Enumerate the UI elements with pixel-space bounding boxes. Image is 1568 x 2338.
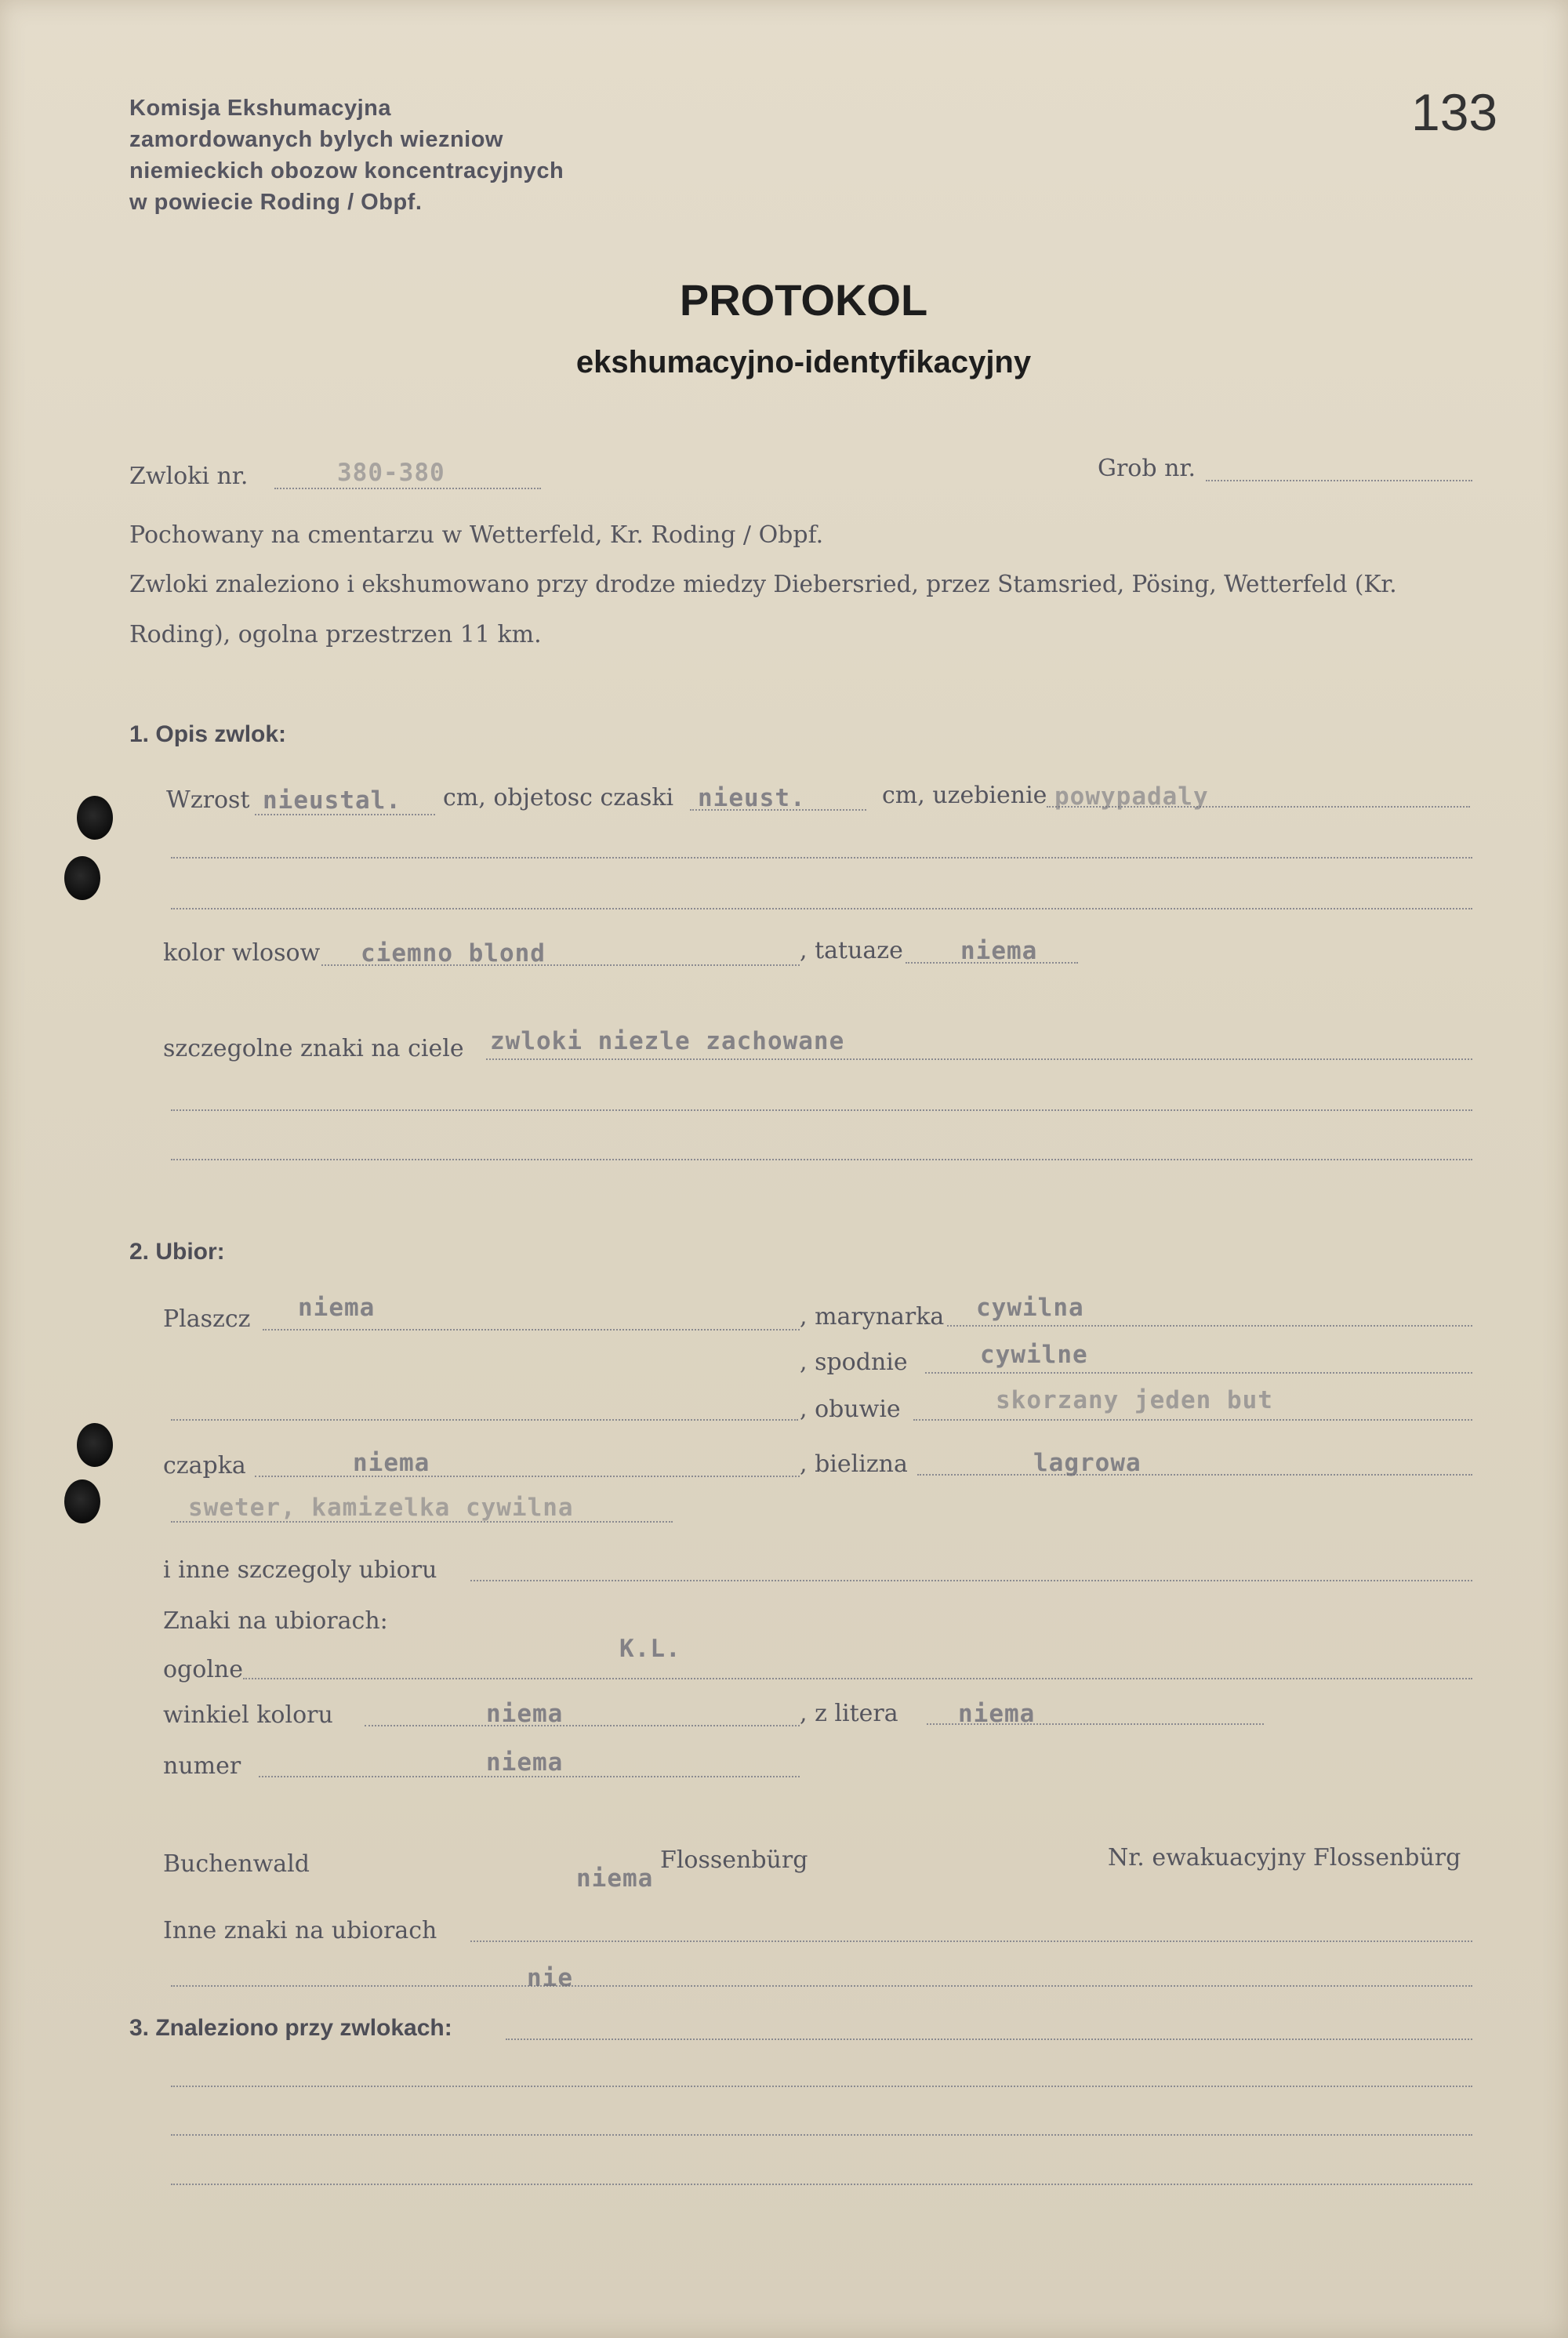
litera-value: niema bbox=[958, 1700, 1036, 1728]
wzrost-value: nieustal. bbox=[263, 786, 401, 815]
plaszcz-value: niema bbox=[298, 1294, 376, 1322]
section-heading: 2. Ubior: bbox=[129, 1239, 225, 1265]
znaki-label: szczegolne znaki na ciele bbox=[163, 1035, 464, 1062]
page-number: 133 bbox=[1411, 83, 1498, 141]
ewak-label: Nr. ewakuacyjny Flossenbürg bbox=[1108, 1844, 1461, 1871]
obuwie-value: skorzany jeden but bbox=[996, 1386, 1273, 1414]
section-heading: 1. Opis zwlok: bbox=[129, 721, 287, 747]
czaszka-value: nieust. bbox=[698, 784, 806, 812]
dotted-line bbox=[917, 1474, 1472, 1476]
kolor-label: kolor wlosow bbox=[163, 939, 321, 967]
dotted-line bbox=[171, 857, 1472, 859]
uzebienie-value: powypadaly bbox=[1054, 782, 1209, 811]
znaki-value: zwloki niezle zachowane bbox=[490, 1027, 845, 1055]
header-line: zamordowanych bylych wiezniow bbox=[129, 127, 503, 152]
cemetery-line: Pochowany na cmentarzu w Wetterfeld, Kr. Roding / Obpf. bbox=[129, 521, 824, 549]
zwloki-value: 380-380 bbox=[337, 459, 445, 487]
camp-value: niema bbox=[576, 1864, 654, 1893]
dotted-line bbox=[171, 2184, 1472, 2185]
dotted-line bbox=[486, 1058, 1472, 1060]
tatuaze-label: , tatuaze bbox=[800, 937, 903, 964]
flossenburg-label: Flossenbürg bbox=[660, 1846, 808, 1874]
header-line: niemieckich obozow koncentracyjnych bbox=[129, 158, 564, 183]
plaszcz-label: Plaszcz bbox=[163, 1305, 251, 1333]
dotted-line bbox=[171, 908, 1472, 909]
znaki-ubior-label: Znaki na ubiorach: bbox=[163, 1607, 388, 1635]
uzebienie-label: cm, uzebienie bbox=[882, 782, 1047, 809]
inne-znaki-label: Inne znaki na ubiorach bbox=[163, 1917, 437, 1944]
dotted-line bbox=[470, 1580, 1472, 1581]
dotted-line bbox=[947, 1325, 1472, 1327]
dotted-line bbox=[365, 1725, 800, 1726]
section-heading: 3. Znaleziono przy zwlokach: bbox=[129, 2015, 452, 2041]
dotted-line bbox=[1206, 480, 1472, 481]
winkiel-label: winkiel koloru bbox=[163, 1701, 333, 1729]
inne-znaki-value: nie bbox=[527, 1964, 573, 1992]
litera-label: , z litera bbox=[800, 1700, 898, 1727]
buchenwald-label: Buchenwald bbox=[163, 1850, 310, 1878]
winkiel-value: niema bbox=[486, 1700, 564, 1728]
dotted-line bbox=[255, 1476, 800, 1477]
punch-hole bbox=[64, 856, 100, 900]
commission-header bbox=[129, 93, 564, 218]
ogolne-label: ogolne bbox=[163, 1656, 243, 1683]
marynarka-value: cywilna bbox=[976, 1294, 1084, 1322]
zwloki-label: Zwloki nr. bbox=[129, 463, 249, 490]
dotted-line bbox=[171, 2134, 1472, 2136]
dotted-line bbox=[263, 1329, 800, 1331]
bielizna-value: lagrowa bbox=[1033, 1449, 1142, 1477]
punch-hole bbox=[77, 1423, 113, 1467]
dotted-line bbox=[925, 1372, 1472, 1374]
grob-label: Grob nr. bbox=[1098, 455, 1196, 482]
obuwie-label: , obuwie bbox=[800, 1396, 901, 1423]
page-title: PROTOKOL bbox=[679, 275, 928, 325]
dotted-line bbox=[171, 1159, 1472, 1160]
spodnie-value: cywilne bbox=[980, 1341, 1088, 1369]
sweter-value: sweter, kamizelka cywilna bbox=[188, 1494, 574, 1522]
bielizna-label: , bielizna bbox=[800, 1450, 908, 1478]
header-line: w powiecie Roding / Obpf. bbox=[129, 190, 423, 215]
dotted-line bbox=[171, 2086, 1472, 2087]
tatuaze-value: niema bbox=[960, 937, 1038, 965]
location-line: Zwloki znaleziono i ekshumowano przy drodze miedzy Diebersried, przez Stamsried, Pösing, Wetterfeld (Kr. bbox=[129, 571, 1397, 597]
spodnie-label: , spodnie bbox=[800, 1349, 908, 1376]
dotted-line bbox=[243, 1678, 1472, 1679]
dotted-line bbox=[171, 1109, 1472, 1111]
czapka-label: czapka bbox=[163, 1452, 246, 1479]
page-subtitle: ekshumacyjno-identyfikacyjny bbox=[575, 345, 1032, 379]
kolor-value: ciemno blond bbox=[361, 939, 546, 968]
czapka-value: niema bbox=[353, 1449, 430, 1477]
czaszka-label: cm, objetosc czaski bbox=[443, 784, 674, 811]
numer-label: numer bbox=[163, 1752, 241, 1780]
dotted-line bbox=[171, 1521, 673, 1523]
punch-hole bbox=[64, 1479, 100, 1523]
dotted-line bbox=[506, 2038, 1472, 2040]
ogolne-value: K.L. bbox=[619, 1635, 681, 1663]
dotted-line bbox=[171, 1985, 1472, 1987]
distance-line: Roding), ogolna przestrzen 11 km. bbox=[129, 621, 542, 648]
inne-label: i inne szczegoly ubioru bbox=[163, 1556, 437, 1584]
dotted-line bbox=[470, 1940, 1472, 1942]
dotted-line bbox=[171, 1419, 798, 1421]
dotted-line bbox=[274, 488, 541, 489]
wzrost-label: Wzrost bbox=[166, 786, 250, 814]
dotted-line bbox=[913, 1419, 1472, 1421]
header-line: Komisja Ekshumacyjna bbox=[129, 96, 391, 121]
punch-hole bbox=[77, 796, 113, 840]
numer-value: niema bbox=[486, 1748, 564, 1777]
marynarka-label: , marynarka bbox=[800, 1303, 945, 1331]
